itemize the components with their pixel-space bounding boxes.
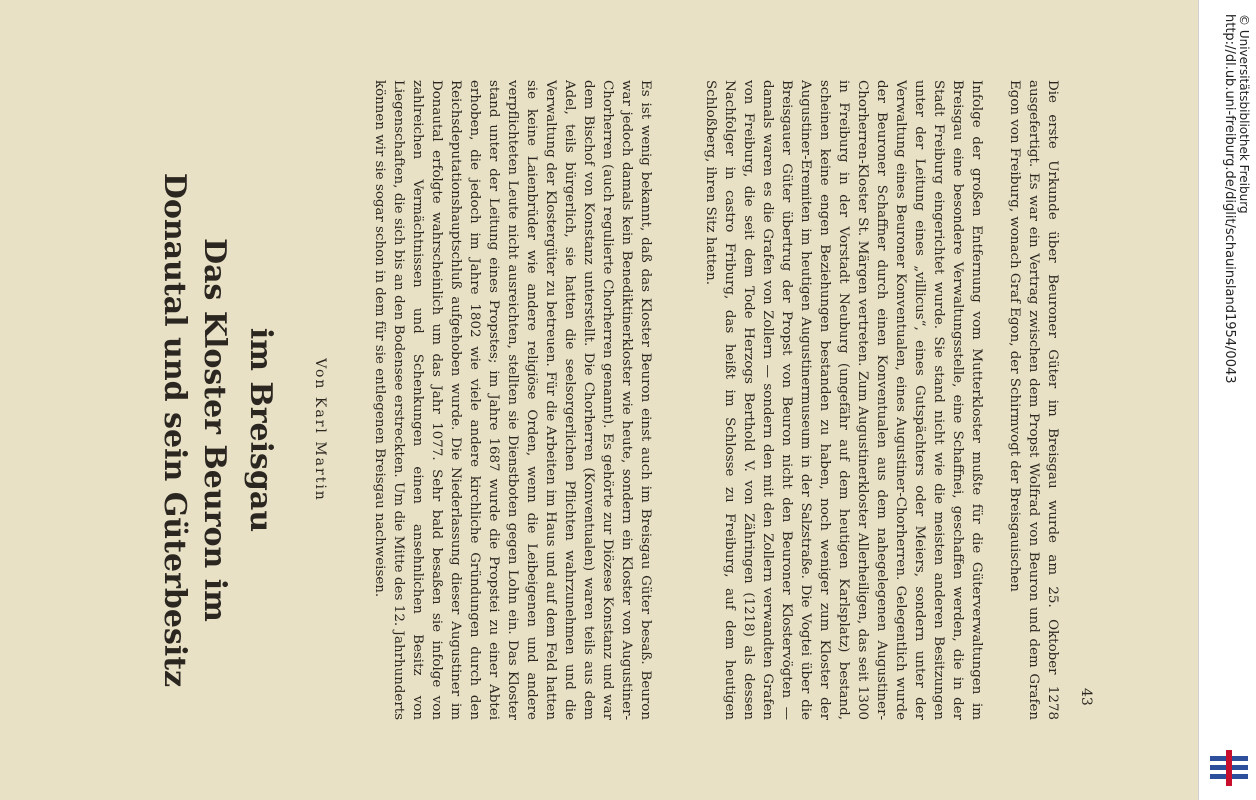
paragraph-3: Die erste Urkunde über Beuroner Güter im Breisgau wurde am 25. Oktober 1278 ausgefertigt. Es war ein Vertrag zwischen dem Propst Wolfrad von Beuron und dem Grafen Egon von Freiburg, wonach Graf Egon, der Schirmvogt der Breisgauischen — [1007, 80, 1060, 720]
article-title-line2: im Breisgau — [243, 327, 278, 533]
paragraph-2: Infolge der großen Entfernung vom Mutterkloster mußte für die Güterverwaltungen im Breisgau eine besondere Verwaltungsstelle, eine Schaffnei, geschaffen werden, die in der Stadt Freiburg eingerichtet wurde. Sie stand nicht wie die meisten anderen Besitzungen unter der Leitung eines „villicus“, eines Gutspächters oder Meiers, sondern unter der Verwaltung eines Beuroner Konventualen, eines Augustiner-Chorherren. Gelegentlich wurde der Beuroner Schaffner durch einen Konventualen aus dem nahegelegenen Augustiner-Chorherren-Kloster St. Märgen vertreten. Zum Augustinerkloster Allerheiligen, das seit 1300 in Freiburg in der Vorstadt Neuburg (ungefähr auf dem heutigen Karlsplatz) bestand, scheinen keine engen Beziehungen bestanden zu haben, noch weniger zum Kloster der Augustiner-Eremiten im heutigen Augustinermuseum in der Salzstraße. Die Vogtei über die Breisgauer Güter übertrug der Propst von Beuron nicht den Beuroner Klostervögten — damals waren es die Grafen von Zollern — sondern den mit den Zollern verwandten Grafen von Freiburg, die seit dem Tode Herzogs Berthold V. von Zähringen (1218) als dessen Nachfolger in castro Friburg, das heißt im Schlosse zu Freiburg, auf dem heutigen Schloßberg, ihren Sitz hatten. — [703, 80, 984, 720]
article-title-line1: Das Kloster Beuron im Donautal und sein Güterbesitz — [157, 172, 232, 688]
viewer-sidebar — [1198, 0, 1256, 800]
article-author: Von Karl Martin — [312, 358, 328, 502]
page-number: 43 — [1078, 688, 1094, 706]
paragraph-1: Es ist wenig bekannt, daß das Kloster Beuron einst auch im Breisgau Güter besaß. Beuron war jedoch damals kein Benediktinerkloster wie heute, sondern ein Kloster von Augustiner-Chorherren (auch regulierte Chorherren genannt). Es gehörte zur Diözese Konstanz und war dem Bischof von Konstanz unterstellt. Die Chorherren (Konventualen) waren teils aus dem Adel, teils bürgerlich, sie hatten die seelsorgerlichen Pflichten wahrzunehmen und die Verwaltung der Klostergüter zu betreuen. Für die Arbeiten im Haus und auf dem Feld hatten sie keine Laienbrüder wie andere religiöse Orden, wenn die Leibeigenen und andere verpflichteten Leute nicht ausreichten, stellten sie Dienstboten gegen Lohn ein. Das Kloster stand unter der Leitung eines Propstes; im Jahre 1687 wurde die Propstei zu einer Abtei erhoben, die jedoch im Jahre 1802 wie viele andere kirchliche Gründungen durch den Reichsdeputationshauptschluß aufgehoben wurde. Die Niederlassung dieser Augustiner im Donautal erfolgte wahrscheinlich um das Jahr 1077. Sehr bald besaßen sie infolge von zahlreichen Vermächtnissen und Schenkungen einen ansehnlichen Besitz von Liegenschaften, die sich bis an den Bodensee erstreckten. Um die Mitte des 12. Jahrhunderts können wir sie sogar schon in dem für sie entlegenen Breisgau nachweisen. — [372, 80, 653, 720]
source-url-link[interactable]: http://dl.ub.uni-freiburg.de/diglit/schauinsland1954/0043 — [1222, 14, 1237, 384]
sidebar-url-wrapper — [1222, 14, 1237, 384]
copyright-notice: © Universitätsbibliothek Freiburg — [1237, 14, 1251, 214]
sidebar-copyright-wrapper — [1237, 14, 1251, 214]
ub-freiburg-logo-icon — [1208, 748, 1250, 788]
